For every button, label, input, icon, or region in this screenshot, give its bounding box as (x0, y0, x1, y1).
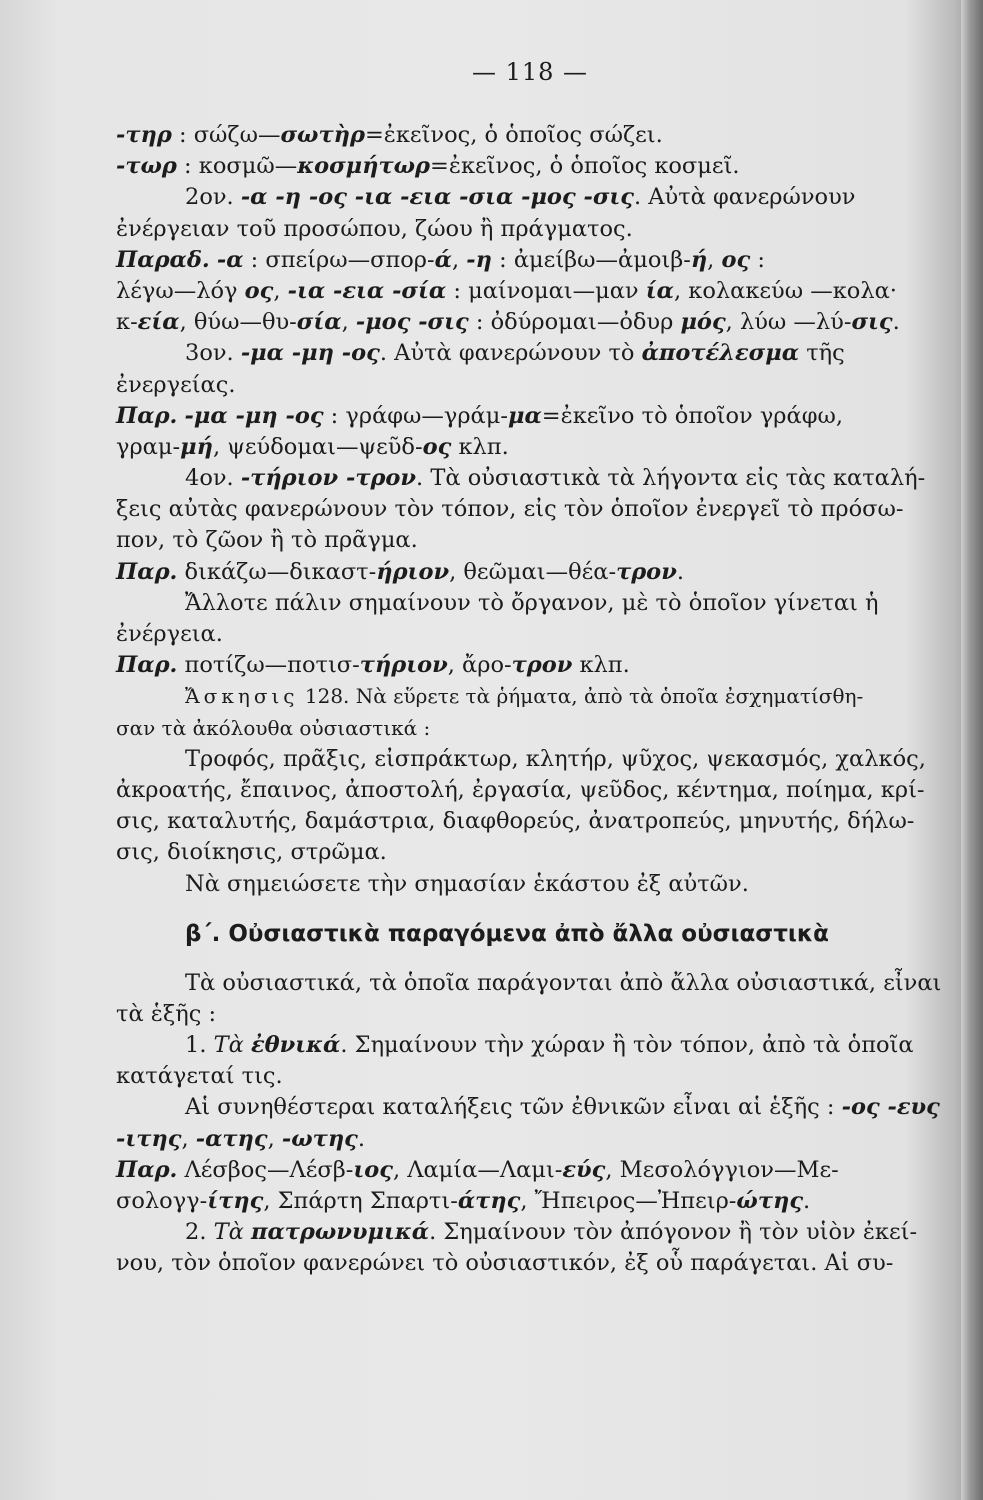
text-line: 4ον. -τήριον -τρον. Τὰ οὐσιαστικὰ τὰ λήγοντα εἰς τὰς καταλή- (185, 465, 926, 492)
text-line: 1. Τὰ ἐθνικά. Σημαίνουν τὴν χώραν ἢ τὸν τόπον, ἀπὸ τὰ ὁποῖα (185, 1032, 914, 1059)
text-line: Ἄσκησις 128. Νὰ εὕρετε τὰ ῥήματα, ἀπὸ τὰ ὁποῖα ἐσχηματίσθη- (185, 684, 864, 709)
text-line: ἀκροατής, ἔπαινος, ἀποστολή, ἐργασία, ψεῦδος, κέντημα, ποίημα, κρί- (116, 776, 925, 803)
text-line: γραμ-μή, ψεύδομαι—ψεῦδ-ος κλπ. (116, 433, 509, 460)
text-line: Τροφός, πρᾶξις, εἰσπράκτωρ, κλητήρ, ψῦχος, ψεκασμός, χαλκός, (185, 745, 926, 772)
text-line: 2ον. -α -η -ος -ια -εια -σια -μος -σις. Αὐτὰ φανερώνουν (185, 184, 856, 211)
text-line: λέγω—λόγ ος, -ια -εια -σία : μαίνομαι—μαν ία, κολακεύω —κολα· (116, 277, 897, 304)
text-line: ἐνέργεια. (116, 621, 223, 647)
page-number: — 118 — (471, 58, 589, 86)
text-line: Νὰ σημειώσετε τὴν σημασίαν ἑκάστου ἐξ αὐτῶν. (185, 870, 749, 897)
text-line: Παρ. δικάζω—δικαστ-ήριον, θεῶμαι—θέα-τρον. (116, 558, 684, 585)
text-line: Παραδ. -α : σπείρω—σπορ-ά, -η : ἀμείβω—ἀμοιβ-ή, ος : (116, 246, 765, 273)
text-line: ξεις αὐτὰς φανερώνουν τὸν τόπον, εἰς τὸν ὁποῖον ἐνεργεῖ τὸ πρόσω- (116, 496, 904, 523)
text-line: -ιτης, -ατης, -ωτης. (116, 1125, 366, 1152)
section-heading: β΄. Οὐσιαστικὰ παραγόμενα ἀπὸ ἄλλα οὐσιαστικὰ (185, 920, 829, 947)
text-line: Τὰ οὐσιαστικά, τὰ ὁποῖα παράγονται ἀπὸ ἄλλα οὐσιαστικά, εἶναι (185, 969, 942, 996)
text-line: Παρ. Λέσβος—Λέσβ-ιος, Λαμία—Λαμι-εύς, Μεσολόγγιον—Με- (116, 1156, 839, 1183)
text-line: Παρ. -μα -μη -ος : γράφω—γράμ-μα=ἐκεῖνο τὸ ὁποῖον γράφω, (116, 402, 843, 429)
text-line: σαν τὰ ἀκόλουθα οὐσιαστικά : (116, 715, 431, 740)
page-edge-shadow (961, 0, 983, 1500)
text-line: ἐνέργειαν τοῦ προσώπου, ζώου ἢ πράγματος. (116, 215, 633, 242)
text-line: ἐνεργείας. (116, 371, 236, 398)
text-line: τὰ ἑξῆς : (116, 1000, 217, 1027)
text-line: -τωρ : κοσμῶ—κοσμήτωρ=ἐκεῖνος, ὁ ὁποῖος κοσμεῖ. (116, 153, 740, 180)
text-line: 3ον. -μα -μη -ος. Αὐτὰ φανερώνουν τὸ ἀποτέλεσμα τῆς (185, 340, 845, 367)
text-line: Παρ. ποτίζω—ποτισ-τήριον, ἄρο-τρον κλπ. (116, 652, 630, 679)
text-line: Ἄλλοτε πάλιν σημαίνουν τὸ ὄργανον, μὲ τὸ ὁποῖον γίνεται ἡ (185, 589, 879, 616)
text-line: Αἱ συνηθέστεραι καταλήξεις τῶν ἐθνικῶν εἶναι αἱ ἑξῆς : -ος -ευς (185, 1094, 940, 1121)
text-line: σολογγ-ίτης, Σπάρτη Σπαρτι-άτης, Ἤπειρος—Ἠπειρ-ώτης. (116, 1188, 811, 1214)
text-line: πον, τὸ ζῶον ἢ τὸ πρᾶγμα. (116, 527, 418, 554)
text-line: κ-εία, θύω—θυ-σία, -μος -σις : ὀδύρομαι—ὀδυρ μός, λύω —λύ-σις. (116, 309, 900, 336)
text-line: νου, τὸν ὁποῖον φανερώνει τὸ οὐσιαστικόν, ἐξ οὗ παράγεται. Αἱ συ- (116, 1250, 894, 1277)
text-line: -τηρ : σώζω—σωτὴρ=ἐκεῖνος, ὁ ὁποῖος σώζει. (116, 122, 663, 148)
page-text (116, 120, 961, 1280)
text-line: σις, καταλυτής, δαμάστρια, διαφθορεύς, ἀνατροπεύς, μηνυτής, δήλω- (116, 808, 915, 835)
text-line: σις, διοίκησις, στρῶμα. (116, 839, 387, 866)
text-line: κατάγεταί τις. (116, 1063, 283, 1090)
text-line: 2. Τὰ πατρωνυμικά. Σημαίνουν τὸν ἀπόγονον ἢ τὸν υἱὸν ἐκεί- (185, 1219, 918, 1246)
